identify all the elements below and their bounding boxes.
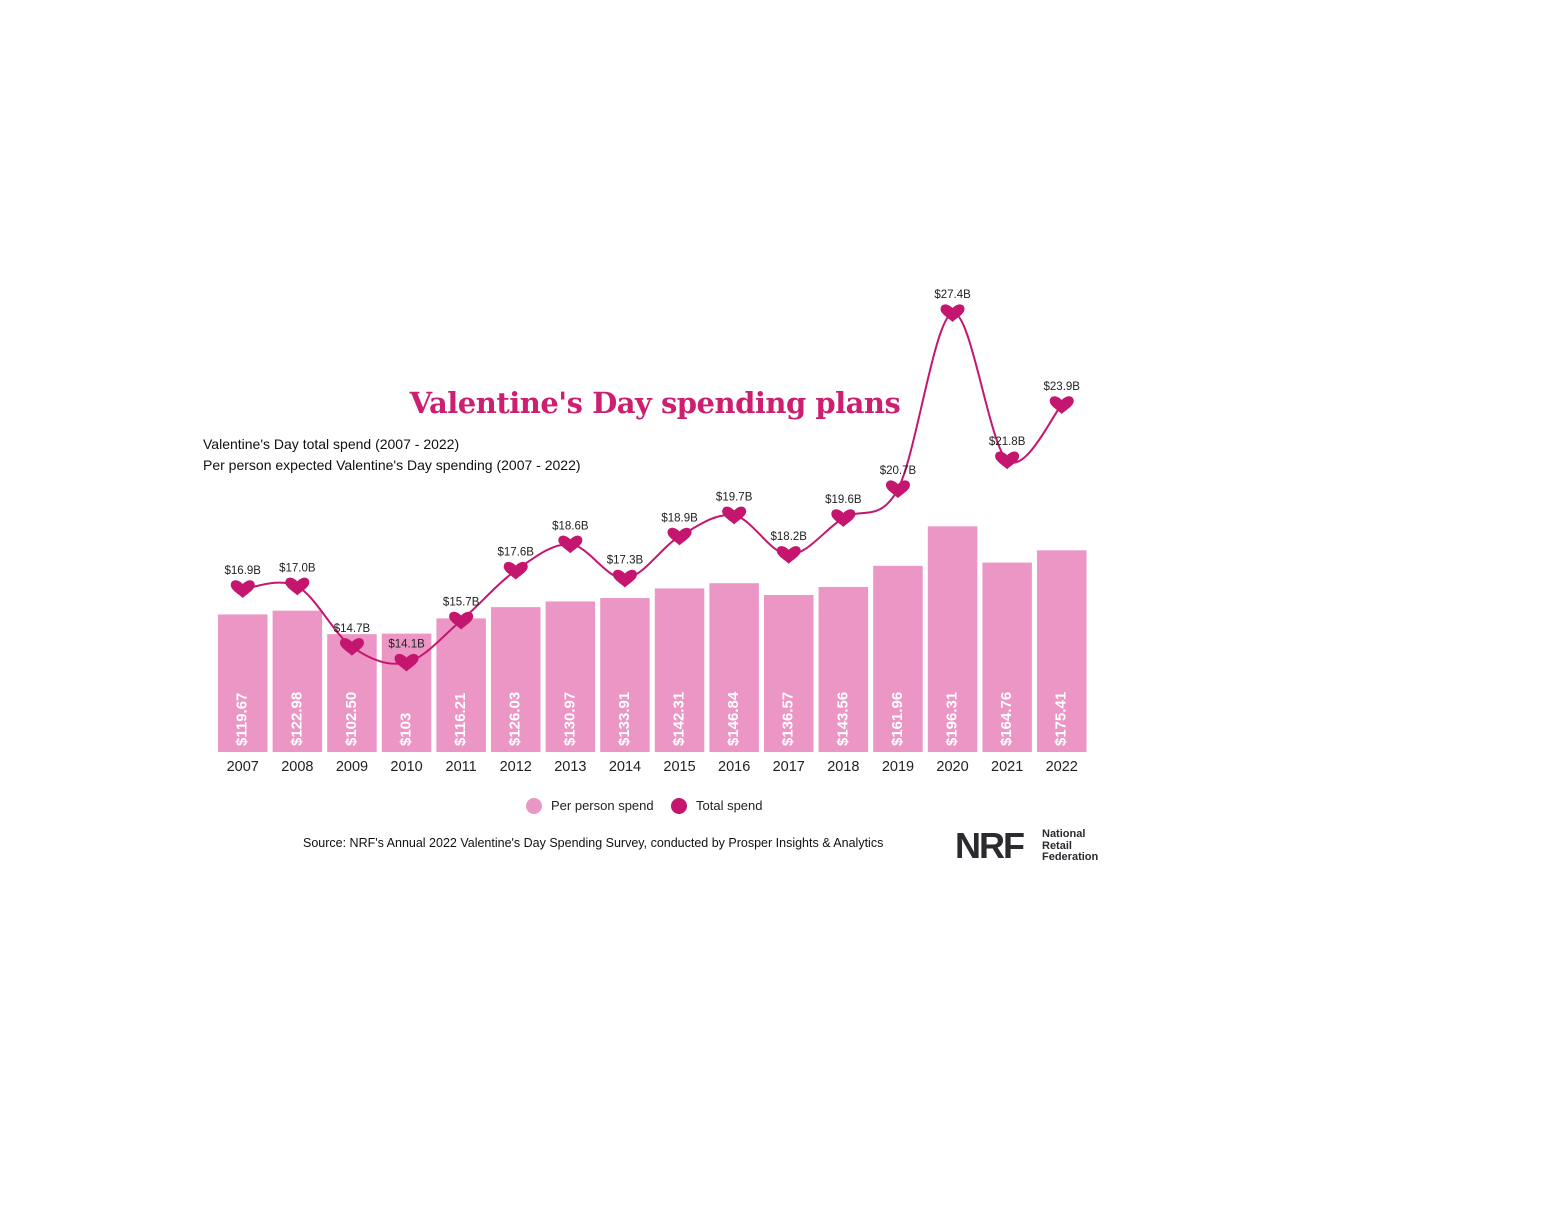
x-axis-ticks (227, 759, 1078, 775)
nrf-logo-mark: NRF (955, 825, 1023, 866)
bar-value-label: $126.03 (506, 691, 524, 746)
heart-marker-2019 (886, 480, 910, 498)
total-spend-value-label: $18.2B (770, 530, 807, 543)
x-tick-label: 2019 (881, 759, 915, 775)
bar-labels (234, 691, 1070, 746)
x-tick-label: 2017 (772, 759, 805, 775)
legend-label-per-person: Per person spend (551, 798, 654, 813)
total-spend-value-label: $23.9B (1043, 381, 1080, 394)
x-tick-label: 2015 (663, 759, 696, 775)
bar-value-label: $116.21 (452, 692, 470, 746)
legend-label-total: Total spend (696, 798, 763, 813)
x-tick-label: 2016 (718, 759, 751, 775)
x-tick-label: 2020 (936, 759, 969, 775)
heart-marker-2013 (558, 536, 582, 554)
bar-value-label: $164.76 (998, 691, 1016, 746)
x-tick-label: 2010 (390, 759, 423, 775)
x-tick-label: 2008 (281, 759, 314, 775)
total-spend-value-label: $14.7B (333, 622, 371, 635)
logo-word: National (1042, 828, 1086, 840)
chart-title: Valentine's Day spending plans (409, 386, 901, 420)
x-tick-label: 2014 (608, 759, 642, 775)
bar-value-label: $119.67 (233, 692, 251, 746)
total-spend-value-label: $18.6B (552, 520, 589, 533)
total-spend-value-label: $17.0B (279, 562, 316, 575)
bar-value-label: $161.96 (888, 691, 906, 746)
x-tick-label: 2021 (991, 759, 1024, 775)
subtitle-per-person: Per person expected Valentine's Day spending (2007 - 2022) (203, 457, 581, 473)
bar-value-label: $102.50 (342, 691, 360, 746)
total-spend-value-label: $18.9B (661, 512, 698, 525)
heart-marker-2007 (231, 580, 255, 598)
total-spend-value-label: $15.7B (442, 596, 480, 609)
bar-value-label: $175.41 (1052, 691, 1070, 746)
legend (526, 798, 763, 814)
legend-swatch-total (671, 798, 687, 814)
total-spend-value-label: $17.3B (606, 554, 644, 567)
total-spend-value-label: $21.8B (988, 436, 1026, 449)
x-tick-label: 2018 (827, 759, 860, 775)
logo-word: Retail (1042, 839, 1072, 852)
total-spend-value-label: $14.1B (388, 638, 425, 651)
heart-marker-2022 (1050, 396, 1074, 414)
logo-word: Federation (1042, 851, 1099, 863)
x-tick-label: 2007 (226, 759, 259, 775)
x-tick-label: 2012 (499, 759, 532, 775)
bar-value-label: $143.56 (834, 691, 852, 746)
bar-value-label: $122.98 (288, 691, 306, 746)
x-tick-label: 2022 (1045, 759, 1078, 775)
bar-value-label: $142.31 (670, 691, 688, 746)
x-tick-label: 2013 (554, 759, 587, 775)
total-spend-value-label: $16.9B (224, 564, 261, 577)
bar-value-label: $146.84 (725, 691, 743, 746)
bar-value-label: $136.57 (779, 691, 797, 746)
heart-marker-2021 (995, 451, 1019, 469)
source-note: Source: NRF's Annual 2022 Valentine's Day Spending Survey, conducted by Prosper Insights & Analytics (303, 836, 884, 850)
total-spend-value-label: $17.6B (497, 546, 534, 559)
total-spend-value-label: $20.7B (879, 465, 917, 478)
legend-swatch-per-person (526, 798, 542, 814)
bar-value-label: $130.97 (561, 691, 579, 746)
heart-marker-2016 (722, 507, 746, 525)
x-tick-label: 2011 (445, 759, 477, 775)
total-spend-value-label: $19.7B (715, 491, 753, 504)
x-tick-label: 2009 (335, 759, 369, 775)
subtitle-total-spend: Valentine's Day total spend (2007 - 2022) (203, 436, 460, 452)
total-spend-value-label: $27.4B (934, 289, 971, 302)
heart-marker-2014 (613, 570, 637, 588)
total-spend-value-label: $19.6B (825, 494, 862, 507)
bar-value-label: $103 (397, 712, 415, 746)
bar-value-label: $196.31 (943, 691, 961, 746)
nrf-logo-words (1042, 829, 1098, 864)
bar-value-label: $133.91 (615, 691, 633, 746)
heart-marker-2017 (777, 546, 801, 564)
